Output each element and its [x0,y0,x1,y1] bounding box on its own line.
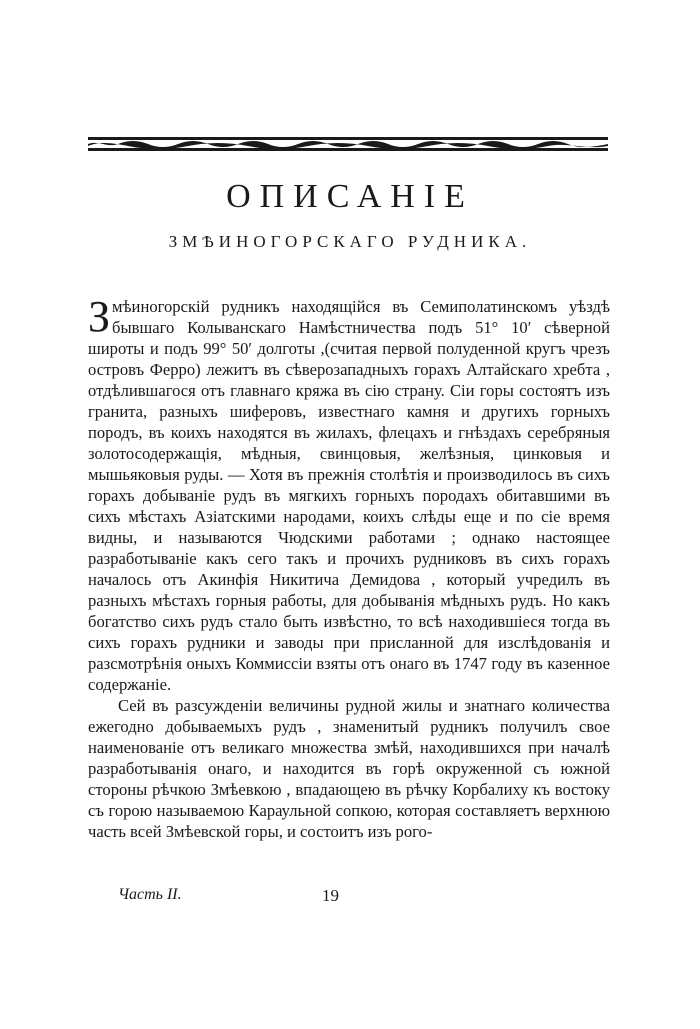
paragraph-1-text: мѣиногорскій рудникъ находящійся въ Семиполатинскомъ уѣздѣ бывшаго Колыванскаго Намѣстничества подъ 51° 10′ сѣверной широты и подъ 99° 50′ долготы ,(считая первой полуденной кругъ чрезъ островъ Ферро) лежитъ въ сѣверозападныхъ горахъ Алтайскаго хребта , отдѣлившагося отъ главнаго кряжа въ сію страну. Сіи горы состоятъ изъ гранита, разныхъ шиферовъ, известнаго камня и другихъ горныхъ породъ, въ коихъ находятся въ жилахъ, флецахъ и гнѣздахъ серебряныя золотосодержащія, мѣдныя, свинцовыя, желѣзныя, цинковыя и мышьяковыя руды. — Хотя въ прежнія столѣтія и производилось въ сихъ горахъ добываніе рудъ въ мягкихъ горныхъ породахъ обитавшими въ сихъ мѣстахъ Азіатскими народами, коихъ слѣды еще и по сіе время видны, и называются Чюдскими работами ; однако настоящее разработываніе какъ сего такъ и прочихъ рудниковъ въ сихъ горахъ началось отъ Акинфія Никитича Демидова , который учредилъ въ разныхъ мѣстахъ горныя работы, для добыванія мѣдныхъ рудъ. Но какъ богатство сихъ рудъ стало быть извѣстно, то всѣ находившіеся тогда въ сихъ горахъ рудники и заводы при присланной для изслѣдованія и разсмотрѣнія оныхъ Коммиссіи взяты отъ онаго въ 1747 году въ казенное содержаніе. [88,297,610,694]
ornamental-rule-icon [88,137,608,151]
paragraph-1 [88,292,610,695]
page-number: 19 [322,886,339,905]
paragraph-2-text: Сей въ разсужденіи величины рудной жилы и знатнаго количества ежегодно добываемыхъ рудъ , знаменитый рудникъ получилъ свое наименованіе отъ великаго множества змѣй, находившихся при началѣ разработыванія онаго, и находится въ горѣ окруженной съ южной стороны рѣчкою Змѣевкою , впадающею въ рѣчку Корбалиху къ востоку съ горою называемою Караульной сопкою, которая составляетъ верхнюю часть всей Змѣевской горы, и состоитъ изъ рого- [88,696,610,841]
paragraph-2 [88,695,610,842]
signature-mark: Часть II. [118,886,182,903]
body-text [88,292,610,842]
document-subtitle: ЗМѢИНОГОРСКАГО РУДНИКА. [168,232,532,251]
drop-cap: З [88,292,111,341]
page-footer [100,886,610,910]
document-title: ОПИСАНІЕ [226,178,474,215]
